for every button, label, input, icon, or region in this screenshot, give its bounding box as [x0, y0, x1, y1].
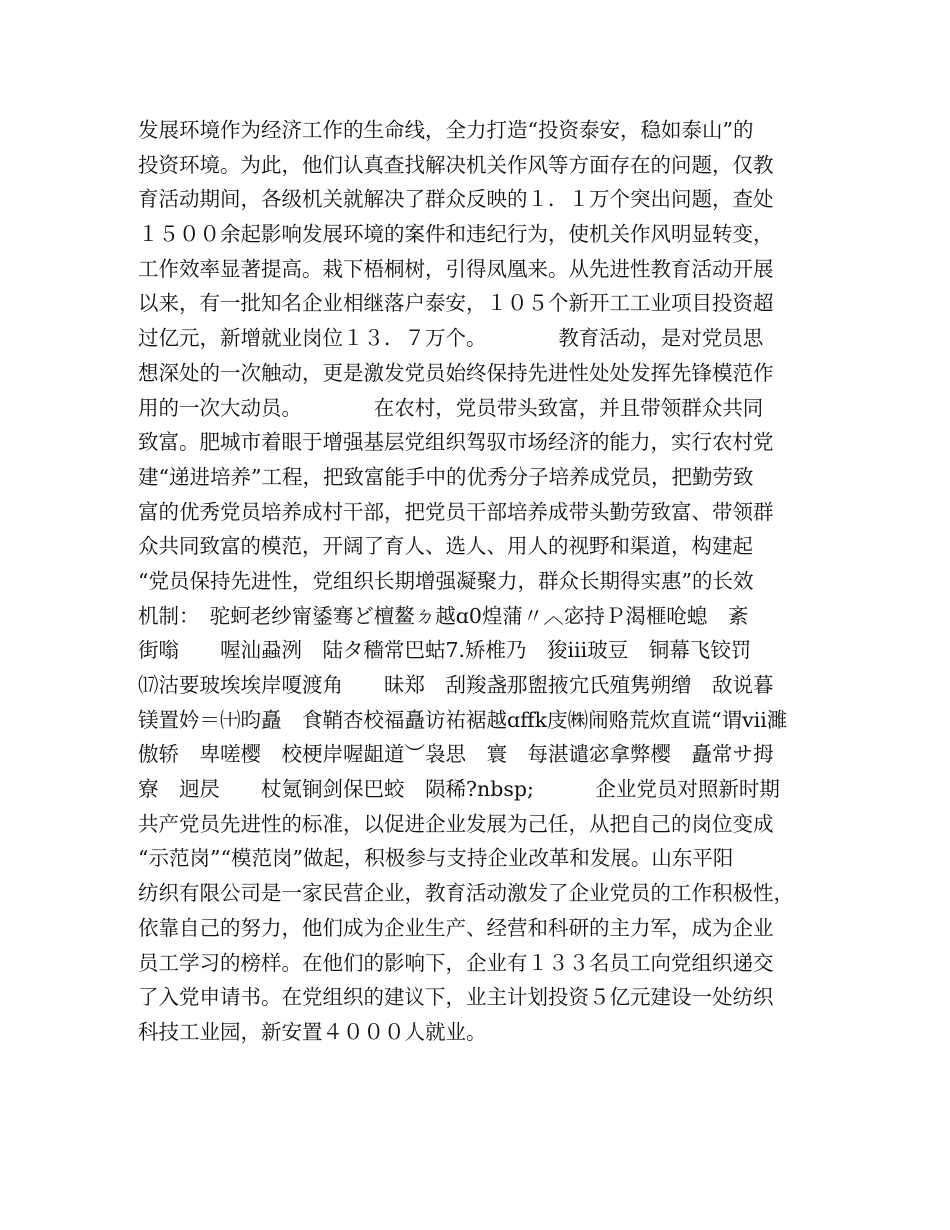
text-line: 众共同致富的模范，开阔了育人、选人、用人的视野和渠道，构建起	[138, 534, 753, 559]
text-line: 工作效率显著提高。栽下梧桐树，引得凤凰来。从先进性教育活动开展	[138, 256, 774, 281]
text-line: 纺织有限公司是一家民营企业，教育活动激发了企业党员的工作积极性，	[138, 881, 794, 906]
text-line: 镁置妗＝㈩昀矗 食鞘杏校福矗访祐裾越ɑffk庋㈱闹赂荒炊直谎“谓ⅶ濉	[138, 707, 788, 732]
text-line: 富的优秀党员培养成村干部，把党员干部培养成带头勤劳致富、带领群	[138, 499, 774, 524]
text-line: 寮 迥昃 杖氪锏剑保巴蛟 陨稀?nbsp; 企业党员对照新时期	[138, 777, 780, 802]
text-line: 投资环境。为此，他们认真查找解决机关作风等方面存在的问题，仅教	[138, 152, 774, 177]
text-line: ⒄沽要玻埃埃岸嗄渡角 昧郑 刮羧盏那盥掖宂氏殖隽朔缯 敌说暮	[138, 673, 774, 697]
text-line: 了入党申请书。在党组织的建议下，业主计划投资５亿元建设一处纺织	[138, 985, 774, 1010]
body-text	[138, 113, 828, 1050]
text-line: 育活动期间，各级机关就解决了群众反映的１．１万个突出问题，查处	[138, 187, 774, 212]
text-line: “党员保持先进性，党组织长期增强凝聚力，群众长期得实惠”的长效	[138, 568, 754, 593]
text-line: 致富。肥城市着眼于增强基层党组织驾驭市场经济的能力，实行农村党	[138, 430, 774, 455]
text-line: 机制： 驼蚵老纱甯鋈骞ど檀鳌ㄉ越ɑ0煌蒲〃︿宓持Ｐ渴榧呛螅 紊	[138, 603, 749, 628]
text-line: 发展环境作为经济工作的生命线，全力打造“投资泰安，稳如泰山”的	[138, 118, 754, 142]
text-line: 建“递进培养”工程，把致富能手中的优秀分子培养成党员，把勤劳致	[138, 464, 754, 489]
text-line: 傲轿 卑嗟樱 校梗岸喔龃道︶袅思 寰 每湛谴宓拿弊樱 矗常サ拇	[138, 742, 774, 767]
text-line: 街嗡 喔汕蝨洌 陆タ穡常巴蛄7.矫椎乃 狻ⅲ玻豆 铜幕飞铰罚	[138, 638, 752, 663]
text-line: “示范岗”“模范岗”做起，积极参与支持企业改革和发展。山东平阳	[138, 846, 734, 871]
text-line: 想深处的一次触动，更是激发党员始终保持先进性处处发挥先锋模范作	[138, 360, 774, 385]
text-line: 过亿元，新增就业岗位１３．７万个。 教育活动，是对党员思	[138, 326, 764, 351]
text-line: １５００余起影响发展环境的案件和违纪行为，使机关作风明显转变，	[138, 222, 774, 247]
text-line: 科技工业园，新安置４０００人就业。	[138, 1019, 487, 1044]
text-line: 以来，有一批知名企业相继落户泰安，１０５个新开工工业项目投资超	[138, 291, 774, 316]
text-line: 共产党员先进性的标准，以促进企业发展为己任，从把自己的岗位变成	[138, 811, 774, 836]
text-line: 依靠自己的努力，他们成为企业生产、经营和科研的主力军，成为企业	[138, 915, 774, 940]
text-line: 员工学习的榜样。在他们的影响下，企业有１３３名员工向党组织递交	[138, 950, 774, 975]
text-line: 用的一次大动员。 在农村，党员带头致富，并且带领群众共同	[138, 395, 764, 420]
